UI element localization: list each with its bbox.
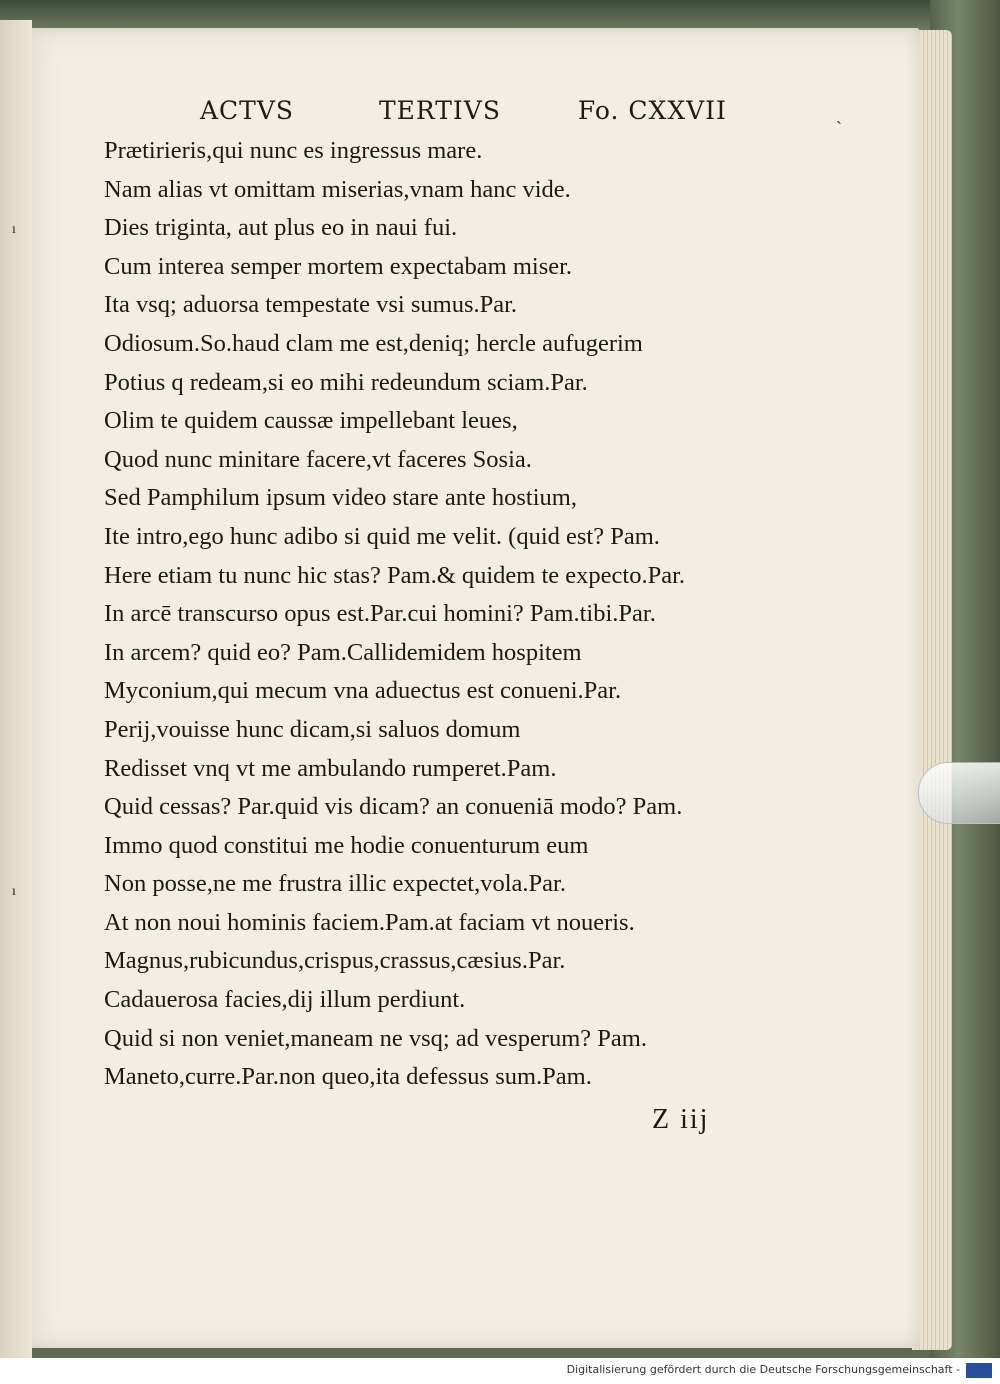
text-line: Redisset vnq vt me ambulando rumperet.Pam.	[104, 754, 557, 782]
text-line: Odiosum.So.haud clam me est,deniq; hercle aufugerim	[104, 329, 643, 357]
gutter-mark: ı	[12, 884, 16, 899]
gutter-shadow	[0, 20, 32, 1358]
header-middle: TERTIVS	[378, 96, 501, 125]
text-line: Ite intro,ego hunc adibo si quid me velit. (quid est? Pam.	[104, 522, 660, 550]
text-line: Immo quod constitui me hodie conuenturum eum	[104, 831, 589, 859]
text-line: Olim te quidem caussæ impellebant leues,	[104, 407, 518, 435]
dfg-logo	[966, 1363, 992, 1378]
text-line: Cum interea semper mortem expectabam miser.	[104, 252, 573, 280]
glass-page-clip	[918, 762, 1000, 824]
footer-bar	[0, 1358, 1000, 1384]
running-header	[200, 96, 727, 125]
text-line: Maneto,curre.Par.non queo,ita defessus sum.Pam.	[104, 1063, 592, 1091]
text-line: Non posse,ne me frustra illic expectet,vola.Par.	[104, 870, 566, 898]
text-line: Here etiam tu nunc hic stas? Pam.& quidem te expecto.Par.	[104, 561, 686, 589]
text-line: Potius q redeam,si eo mihi redeundum sciam.Par.	[104, 368, 588, 396]
binding-top	[0, 0, 1000, 30]
text-block	[104, 132, 804, 1097]
text-line: In arcem? quid eo? Pam.Callidemidem hospitem	[104, 638, 582, 666]
signature-mark: Z iij	[652, 1104, 710, 1135]
header-left: ACTVS	[200, 96, 295, 125]
funding-credit: Digitalisierung gefördert durch die Deutsche Forschungsgemeinschaft -	[566, 1363, 960, 1376]
text-line: Perij,vouisse hunc dicam,si saluos domum	[104, 715, 521, 743]
text-line: Dies triginta, aut plus eo in naui fui.	[104, 214, 458, 242]
text-line: Quid cessas? Par.quid vis dicam? an conueniā modo? Pam.	[104, 793, 683, 821]
gutter-mark: ı	[12, 222, 16, 237]
text-line: Sed Pamphilum ipsum video stare ante hostium,	[104, 484, 577, 512]
text-line: Cadauerosa facies,dij illum perdiunt.	[104, 986, 466, 1014]
text-line: Nam alias vt omittam miserias,vnam hanc vide.	[104, 175, 571, 203]
text-line: At non noui hominis faciem.Pam.at faciam vt noueris.	[104, 908, 635, 936]
text-line: Quod nunc minitare facere,vt faceres Sosia.	[104, 445, 532, 473]
text-line: Ita vsq; aduorsa tempestate vsi sumus.Par.	[104, 291, 518, 319]
text-line: Myconium,qui mecum vna aduectus est conueni.Par.	[104, 677, 622, 705]
text-line: Magnus,rubicundus,crispus,crassus,cæsius.Par.	[104, 947, 566, 975]
text-line: Quid si non veniet,maneam ne vsq; ad vesperum? Pam.	[104, 1024, 647, 1052]
text-line: Prætirieris,qui nunc es ingressus mare.	[104, 137, 483, 164]
ink-speck: ˋ	[836, 118, 842, 138]
folio-number: Fo. CXXVII	[577, 96, 727, 125]
text-line: In arcē transcurso opus est.Par.cui homini? Pam.tibi.Par.	[104, 600, 656, 628]
